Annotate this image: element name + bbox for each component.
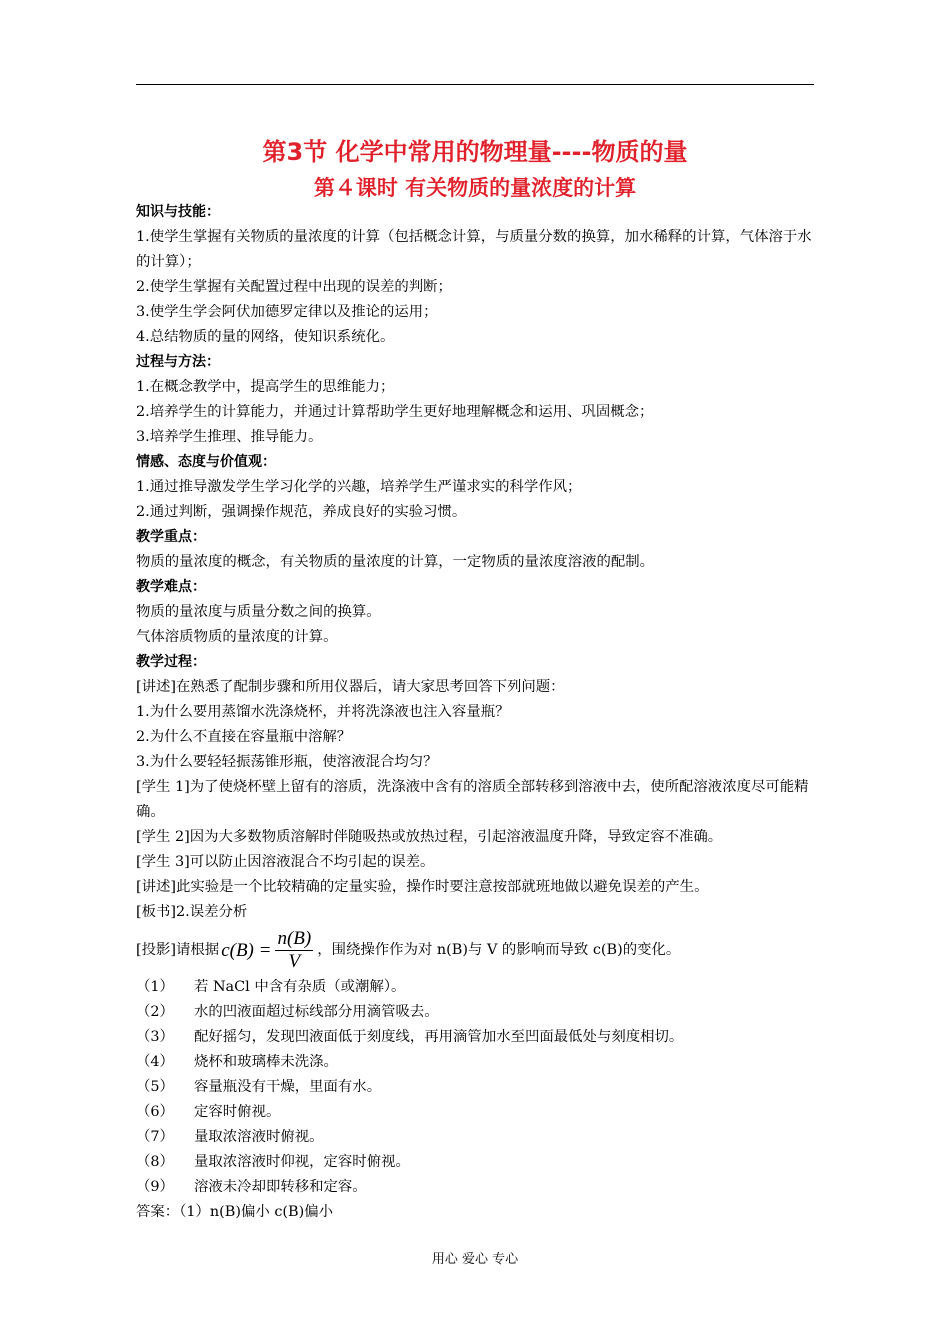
paragraph: [学生 3]可以防止因溶液混合不均引起的误差。 bbox=[136, 854, 435, 870]
list-item bbox=[136, 1175, 816, 1200]
error-case-list bbox=[136, 975, 816, 1200]
heading-difficulty: 教学难点： bbox=[136, 579, 206, 595]
paragraph: 1.在概念教学中，提高学生的思维能力； bbox=[136, 379, 395, 395]
list-item-number: （9） bbox=[136, 1179, 174, 1195]
projection-suffix: ，围绕操作作为对 n(B)与 V 的影响而导致 c(B)的变化。 bbox=[317, 941, 681, 958]
heading-key-point: 教学重点： bbox=[136, 529, 206, 545]
paragraph: 气体溶质物质的量浓度的计算。 bbox=[136, 629, 338, 645]
page-title: 第3节 化学中常用的物理量----物质的量 bbox=[262, 138, 688, 166]
paragraph: 1.通过推导激发学生学习化学的兴趣，培养学生严谨求实的科学作风； bbox=[136, 479, 582, 495]
list-item-text: 量取浓溶液时仰视，定容时俯视。 bbox=[194, 1154, 410, 1170]
list-item bbox=[136, 975, 816, 1000]
formula-fraction bbox=[275, 928, 313, 973]
paragraph: 1.为什么要用蒸馏水洗涤烧杯，并将洗涤液也注入容量瓶？ bbox=[136, 704, 510, 720]
paragraph: [板书]2.误差分析 bbox=[136, 904, 248, 920]
list-item bbox=[136, 1000, 816, 1025]
list-item-text: 溶液未冷却即转移和定容。 bbox=[194, 1179, 367, 1195]
paragraph: [学生 2]因为大多数物质溶解时伴随吸热或放热过程，引起溶液温度升降，导致定容不准确。 bbox=[136, 829, 723, 845]
heading-emotion: 情感、态度与价值观： bbox=[136, 454, 276, 470]
list-item-number: （7） bbox=[136, 1129, 174, 1145]
list-item-number: （6） bbox=[136, 1104, 174, 1120]
concentration-formula bbox=[221, 928, 313, 973]
list-item-number: （3） bbox=[136, 1029, 174, 1045]
list-item-text: 定容时俯视。 bbox=[194, 1104, 281, 1120]
list-item-number: （8） bbox=[136, 1154, 174, 1170]
list-item-text: 量取浓溶液时俯视。 bbox=[194, 1129, 324, 1145]
heading-process: 过程与方法： bbox=[136, 354, 220, 370]
paragraph: 物质的量浓度与质量分数之间的换算。 bbox=[136, 604, 381, 620]
paragraph: 2.为什么不直接在容量瓶中溶解？ bbox=[136, 729, 352, 745]
heading-knowledge: 知识与技能： bbox=[136, 204, 220, 220]
list-item bbox=[136, 1025, 816, 1050]
list-item-text: 若 NaCl 中含有杂质（或潮解）。 bbox=[194, 979, 406, 995]
formula-numerator: n(B) bbox=[277, 927, 312, 949]
list-item bbox=[136, 1050, 816, 1075]
list-item-number: （2） bbox=[136, 1004, 174, 1020]
answer-line: 答案：（1）n(B)偏小 c(B)偏小 bbox=[136, 1204, 333, 1220]
list-item bbox=[136, 1150, 816, 1175]
paragraph: [讲述]在熟悉了配制步骤和所用仪器后，请大家思考回答下列问题： bbox=[136, 679, 565, 695]
header-rule bbox=[136, 84, 814, 85]
paragraph: 2.通过判断，强调操作规范，养成良好的实验习惯。 bbox=[136, 504, 467, 520]
list-item bbox=[136, 1125, 816, 1150]
list-item-text: 容量瓶没有干燥，里面有水。 bbox=[194, 1079, 382, 1095]
list-item bbox=[136, 1075, 816, 1100]
list-item-text: 烧杯和玻璃棒未洗涤。 bbox=[194, 1054, 338, 1070]
paragraph: 物质的量浓度的概念，有关物质的量浓度的计算，一定物质的量浓度溶液的配制。 bbox=[136, 554, 655, 570]
formula-lhs: c(B) = bbox=[221, 939, 272, 961]
list-item bbox=[136, 1100, 816, 1125]
list-item-number: （5） bbox=[136, 1079, 174, 1095]
list-item-text: 配好摇匀，发现凹液面低于刻度线，再用滴管加水至凹面最低处与刻度相切。 bbox=[194, 1029, 684, 1045]
paragraph: [学生 1]为了使烧杯壁上留有的溶质，洗涤液中含有的溶质全部转移到溶液中去，使所配溶液浓度尽可能精确。 bbox=[136, 779, 809, 820]
paragraph: 2.使学生掌握有关配置过程中出现的误差的判断； bbox=[136, 279, 452, 295]
paragraph: 3.为什么要轻轻振荡锥形瓶，使溶液混合均匀？ bbox=[136, 754, 438, 770]
paragraph: 3.使学生学会阿伏加德罗定律以及推论的运用； bbox=[136, 304, 438, 320]
paragraph: 4.总结物质的量的网络，使知识系统化。 bbox=[136, 329, 395, 345]
heading-teaching-process: 教学过程： bbox=[136, 654, 206, 670]
paragraph: [讲述]此实验是一个比较精确的定量实验，操作时要注意按部就班地做以避免误差的产生。 bbox=[136, 879, 709, 895]
paragraph: 1.使学生掌握有关物质的量浓度的计算（包括概念计算，与质量分数的换算，加水稀释的计算，气体溶于水的计算）； bbox=[136, 229, 812, 270]
list-item-number: （1） bbox=[136, 979, 174, 995]
page-subtitle: 第４课时 有关物质的量浓度的计算 bbox=[313, 176, 637, 200]
projection-prefix: [投影]请根据 bbox=[136, 941, 220, 958]
page-footer: 用心 爱心 专心 bbox=[431, 1252, 519, 1267]
paragraph: 2.培养学生的计算能力，并通过计算帮助学生更好地理解概念和运用、巩固概念； bbox=[136, 404, 654, 420]
list-item-text: 水的凹液面超过标线部分用滴管吸去。 bbox=[194, 1004, 439, 1020]
list-item-number: （4） bbox=[136, 1054, 174, 1070]
document-body bbox=[136, 200, 816, 1225]
paragraph: 3.培养学生推理、推导能力。 bbox=[136, 429, 323, 445]
projection-paragraph bbox=[136, 925, 816, 975]
formula-denominator: V bbox=[288, 950, 301, 972]
